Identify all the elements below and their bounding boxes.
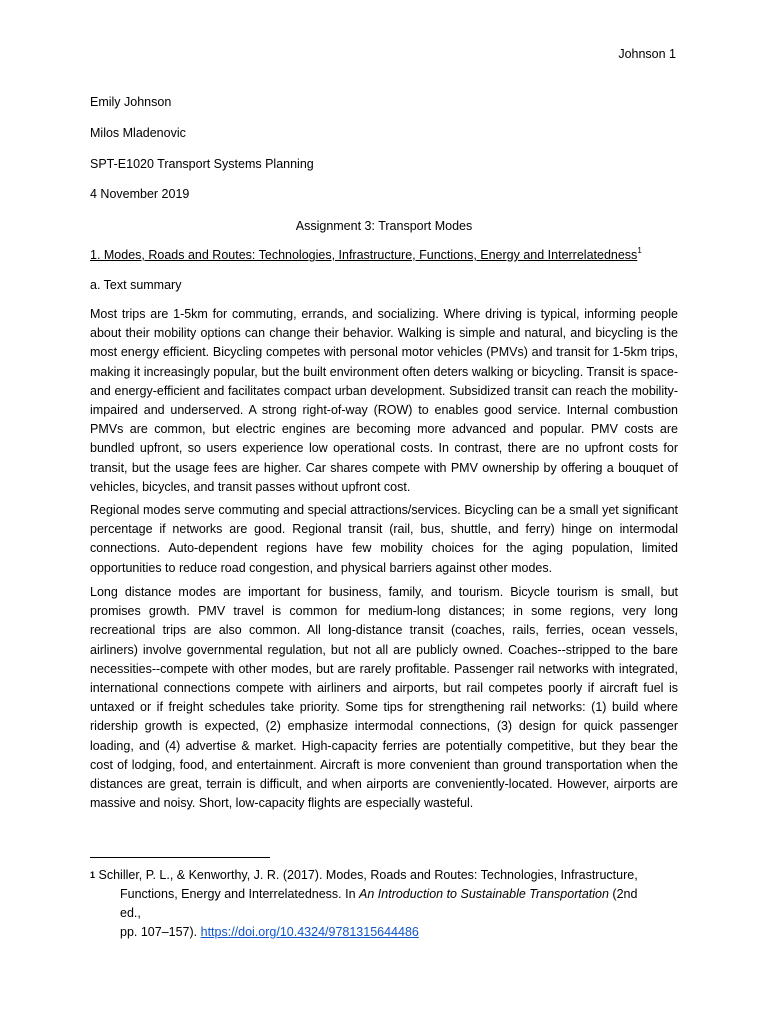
- course-name: SPT-E1020 Transport Systems Planning: [90, 157, 314, 171]
- instructor-name: Milos Mladenovic: [90, 126, 186, 140]
- footnote-citation-cont: Functions, Energy and Interrelatedness. In: [120, 887, 360, 901]
- page-header: Johnson 1: [618, 47, 676, 61]
- footnote-reference[interactable]: 1: [637, 246, 642, 255]
- footnote-edition: (2nd ed.,: [120, 887, 638, 920]
- footnote-citation-line3: [90, 923, 650, 942]
- paragraph: Most trips are 1-5km for commuting, errands, and socializing. Where driving is typical, informing people about their mobility options can change their behavior. Walking is simple and natural, and bicycling is the most energy efficient. Bicycling competes with personal motor vehicles (PMVs) and transit for 1-5km trips, making it increasingly popular, but the built environment often deters walking or bicycling. Transit is space- and energy-efficient and facilitates compact urban development. Subsidized transit can reach the mobility-impaired and underserved. A strong right-of-way (ROW) to enables good service. Internal combustion PMVs are common, but electric engines are becoming more advanced and popular. PMV costs are bundled upfront, so users experience low operational costs. In contrast, there are no upfront costs for transit, but the usage fees are higher. Car shares compete with PMV ownership by offering a bouquet of vehicles, bicycles, and transit passes without upfront cost.: [90, 307, 678, 494]
- footnote-number: 1: [90, 870, 96, 880]
- paragraph: Regional modes serve commuting and special attractions/services. Bicycling can be a small yet significant percentage if networks are good. Regional transit (rail, bus, shuttle, and ferry) hinge on intermodal connections. Auto-dependent regions have few mobility choices for the aging population, limited opportunities to reduce road congestion, and physical barriers against other modes.: [90, 503, 678, 575]
- doi-link[interactable]: https://doi.org/10.4324/9781315644486: [200, 925, 419, 939]
- footnote-citation-start: Schiller, P. L., & Kenworthy, J. R. (2017). Modes, Roads and Routes: Technologies, Infrastructure,: [98, 868, 638, 882]
- footnote: [90, 866, 650, 942]
- footnote-citation-line2: [90, 885, 650, 923]
- document-date: 4 November 2019: [90, 187, 190, 201]
- subheading: a. Text summary: [90, 278, 182, 292]
- document-title: Assignment 3: Transport Modes: [295, 219, 473, 233]
- footnote-pages: pp. 107–157).: [120, 925, 201, 939]
- footnote-book-title: An Introduction to Sustainable Transportation: [359, 887, 609, 901]
- footnote-divider: [90, 857, 270, 858]
- paragraph: Long distance modes are important for business, family, and tourism. Bicycle tourism is small, but promises growth. PMV travel is common for medium-long distances; in some regions, very long recreational trips are also common. All long-distance transit (coaches, rails, ferries, ocean vessels, airliners) involve governmental regulation, but not all are publicly owned. Coaches--stripped to the bare necessities--compete with other modes, but are rarely profitable. Passenger rail networks with integrated, international connections compete with airliners and airports, but rail competes poorly if aircraft fuel is untaxed or if freight schedules take priority. Some tips for strengthening rail networks: (1) build where ridership growth is expected, (2) emphasize intermodal connections, (3) design for quick passenger loading, and (4) advertise & market. High-capacity ferries are potentially competitive, but they bear the cost of lodging, food, and entertainment. Aircraft is more convenient than ground transportation when the distances are great, terrain is difficult, and when airports are conveniently-located. However, airports are massive and noisy. Short, low-capacity flights are especially wasteful.: [90, 585, 678, 811]
- section-heading: [90, 248, 642, 262]
- section-heading-text: 1. Modes, Roads and Routes: Technologies, Infrastructure, Functions, Energy and Interrelatedness: [90, 248, 638, 262]
- author-name: Emily Johnson: [90, 95, 172, 109]
